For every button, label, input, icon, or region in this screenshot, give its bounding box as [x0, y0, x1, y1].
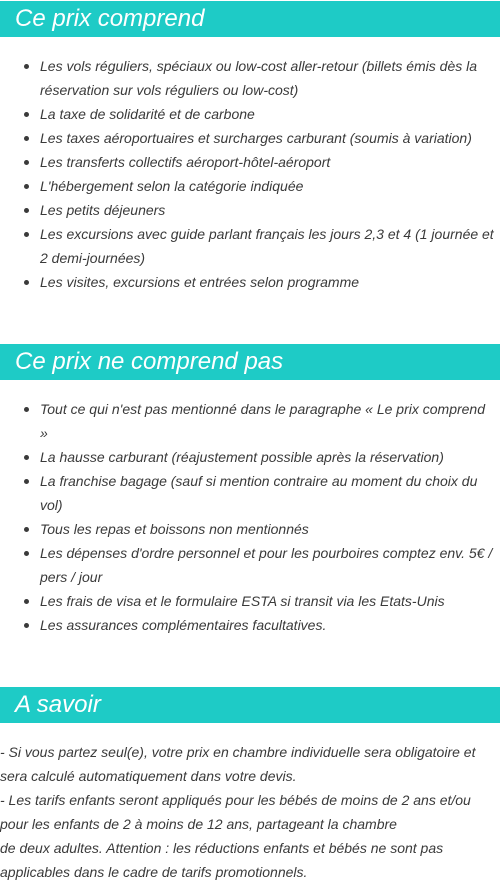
savoir-text [0, 740, 500, 884]
excludes-heading: Ce prix ne comprend pas [0, 344, 500, 380]
bullet-icon [24, 136, 29, 141]
list-item: Les vols réguliers, spéciaux ou low-cost aller-retour (billets émis dès la réservation sur vols réguliers ou low-cost) [40, 54, 500, 102]
bullet-icon [24, 112, 29, 117]
list-item: Les taxes aéroportuaires et surcharges carburant (soumis à variation) [40, 126, 500, 150]
includes-heading: Ce prix comprend [0, 1, 500, 37]
savoir-paragraph: de deux adultes. Attention : les réductions enfants et bébés ne sont pas applicables dans le cadre de tarifs promotionnels. [0, 840, 444, 880]
bullet-icon [24, 479, 29, 484]
bullet-icon [24, 232, 29, 237]
list-item: Les transferts collectifs aéroport-hôtel-aéroport [40, 150, 500, 174]
list-item: Les frais de visa et le formulaire ESTA si transit via les Etats-Unis [40, 589, 500, 613]
bullet-icon [24, 455, 29, 460]
bullet-icon [24, 551, 29, 556]
bullet-icon [24, 407, 29, 412]
savoir-paragraph: - Les tarifs enfants seront appliqués pour les bébés de moins de 2 ans et/ou pour les enfants de 2 à moins de 12 ans, partageant la chambre [0, 792, 471, 832]
list-item: L'hébergement selon la catégorie indiquée [40, 174, 500, 198]
bullet-icon [24, 64, 29, 69]
list-item: Les excursions avec guide parlant français les jours 2,3 et 4 (1 journée et 2 demi-journées) [40, 222, 500, 270]
list-item: Les dépenses d'ordre personnel et pour les pourboires comptez env. 5€ / pers / jour [40, 541, 500, 589]
bullet-icon [24, 160, 29, 165]
bullet-icon [24, 599, 29, 604]
list-item: Les visites, excursions et entrées selon programme [40, 270, 500, 294]
includes-list [0, 54, 500, 294]
list-item: Les assurances complémentaires facultatives. [40, 613, 500, 637]
bullet-icon [24, 208, 29, 213]
list-item: La hausse carburant (réajustement possible après la réservation) [40, 445, 500, 469]
bullet-icon [24, 184, 29, 189]
bullet-icon [24, 527, 29, 532]
bullet-icon [24, 623, 29, 628]
excludes-list [0, 397, 500, 637]
bullet-icon [24, 280, 29, 285]
list-item: Tout ce qui n'est pas mentionné dans le paragraphe « Le prix comprend » [40, 397, 500, 445]
list-item: Les petits déjeuners [40, 198, 500, 222]
list-item: La taxe de solidarité et de carbone [40, 102, 500, 126]
savoir-paragraph: - Si vous partez seul(e), votre prix en chambre individuelle sera obligatoire et sera calculé automatiquement dans votre devis. [0, 744, 476, 784]
list-item: La franchise bagage (sauf si mention contraire au moment du choix du vol) [40, 469, 500, 517]
savoir-heading: A savoir [0, 687, 500, 723]
list-item: Tous les repas et boissons non mentionnés [40, 517, 500, 541]
